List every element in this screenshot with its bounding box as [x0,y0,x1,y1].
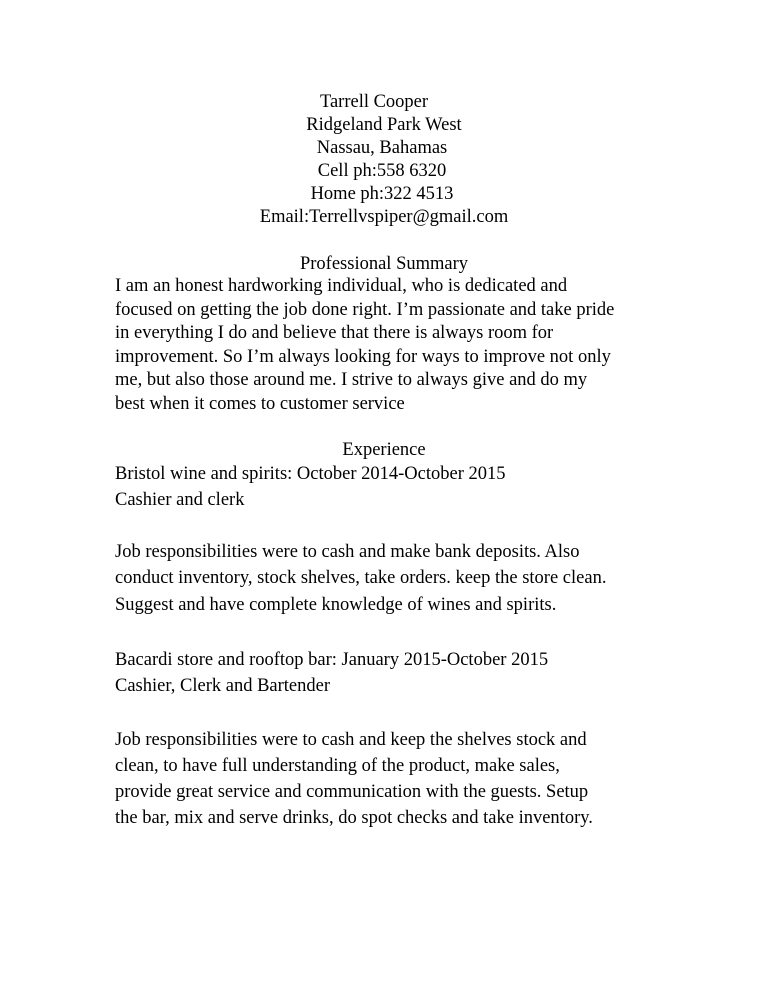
job-responsibility-line: provide great service and communication with the guests. Setup [115,782,589,802]
summary-heading: Professional Summary [299,254,469,274]
experience-heading: Experience [342,440,426,460]
job-responsibility-line: Job responsibilities were to cash and keep the shelves stock and [115,730,587,750]
job-role: Cashier and clerk [115,490,245,510]
contact-cell-phone: Cell ph:558 6320 [317,161,447,181]
contact-email: Email:Terrellvspiper@gmail.com [259,207,509,227]
summary-line: best when it comes to customer service [115,394,405,414]
contact-home-phone: Home ph:322 4513 [310,184,454,204]
summary-line: focused on getting the job done right. I’m passionate and take pride [115,300,615,320]
job-responsibility-line: Suggest and have complete knowledge of wines and spirits. [115,595,557,615]
summary-line: me, but also those around me. I strive to always give and do my [115,370,588,390]
job-employer: Bristol wine and spirits: October 2014-October 2015 [115,464,506,484]
job-employer: Bacardi store and rooftop bar: January 2015-October 2015 [115,650,549,670]
contact-name: Tarrell Cooper [319,92,429,112]
job-role: Cashier, Clerk and Bartender [115,676,331,696]
summary-line: I am an honest hardworking individual, who is dedicated and [115,276,568,296]
job-responsibility-line: conduct inventory, stock shelves, take orders. keep the store clean. [115,568,607,588]
contact-street: Ridgeland Park West [306,115,462,135]
summary-line: improvement. So I’m always looking for ways to improve not only [115,347,611,367]
job-responsibility-line: Job responsibilities were to cash and make bank deposits. Also [115,542,580,562]
summary-line: in everything I do and believe that there is always room for [115,323,554,343]
job-responsibility-line: the bar, mix and serve drinks, do spot checks and take inventory. [115,808,593,828]
contact-city: Nassau, Bahamas [316,138,448,158]
job-responsibility-line: clean, to have full understanding of the product, make sales, [115,756,560,776]
